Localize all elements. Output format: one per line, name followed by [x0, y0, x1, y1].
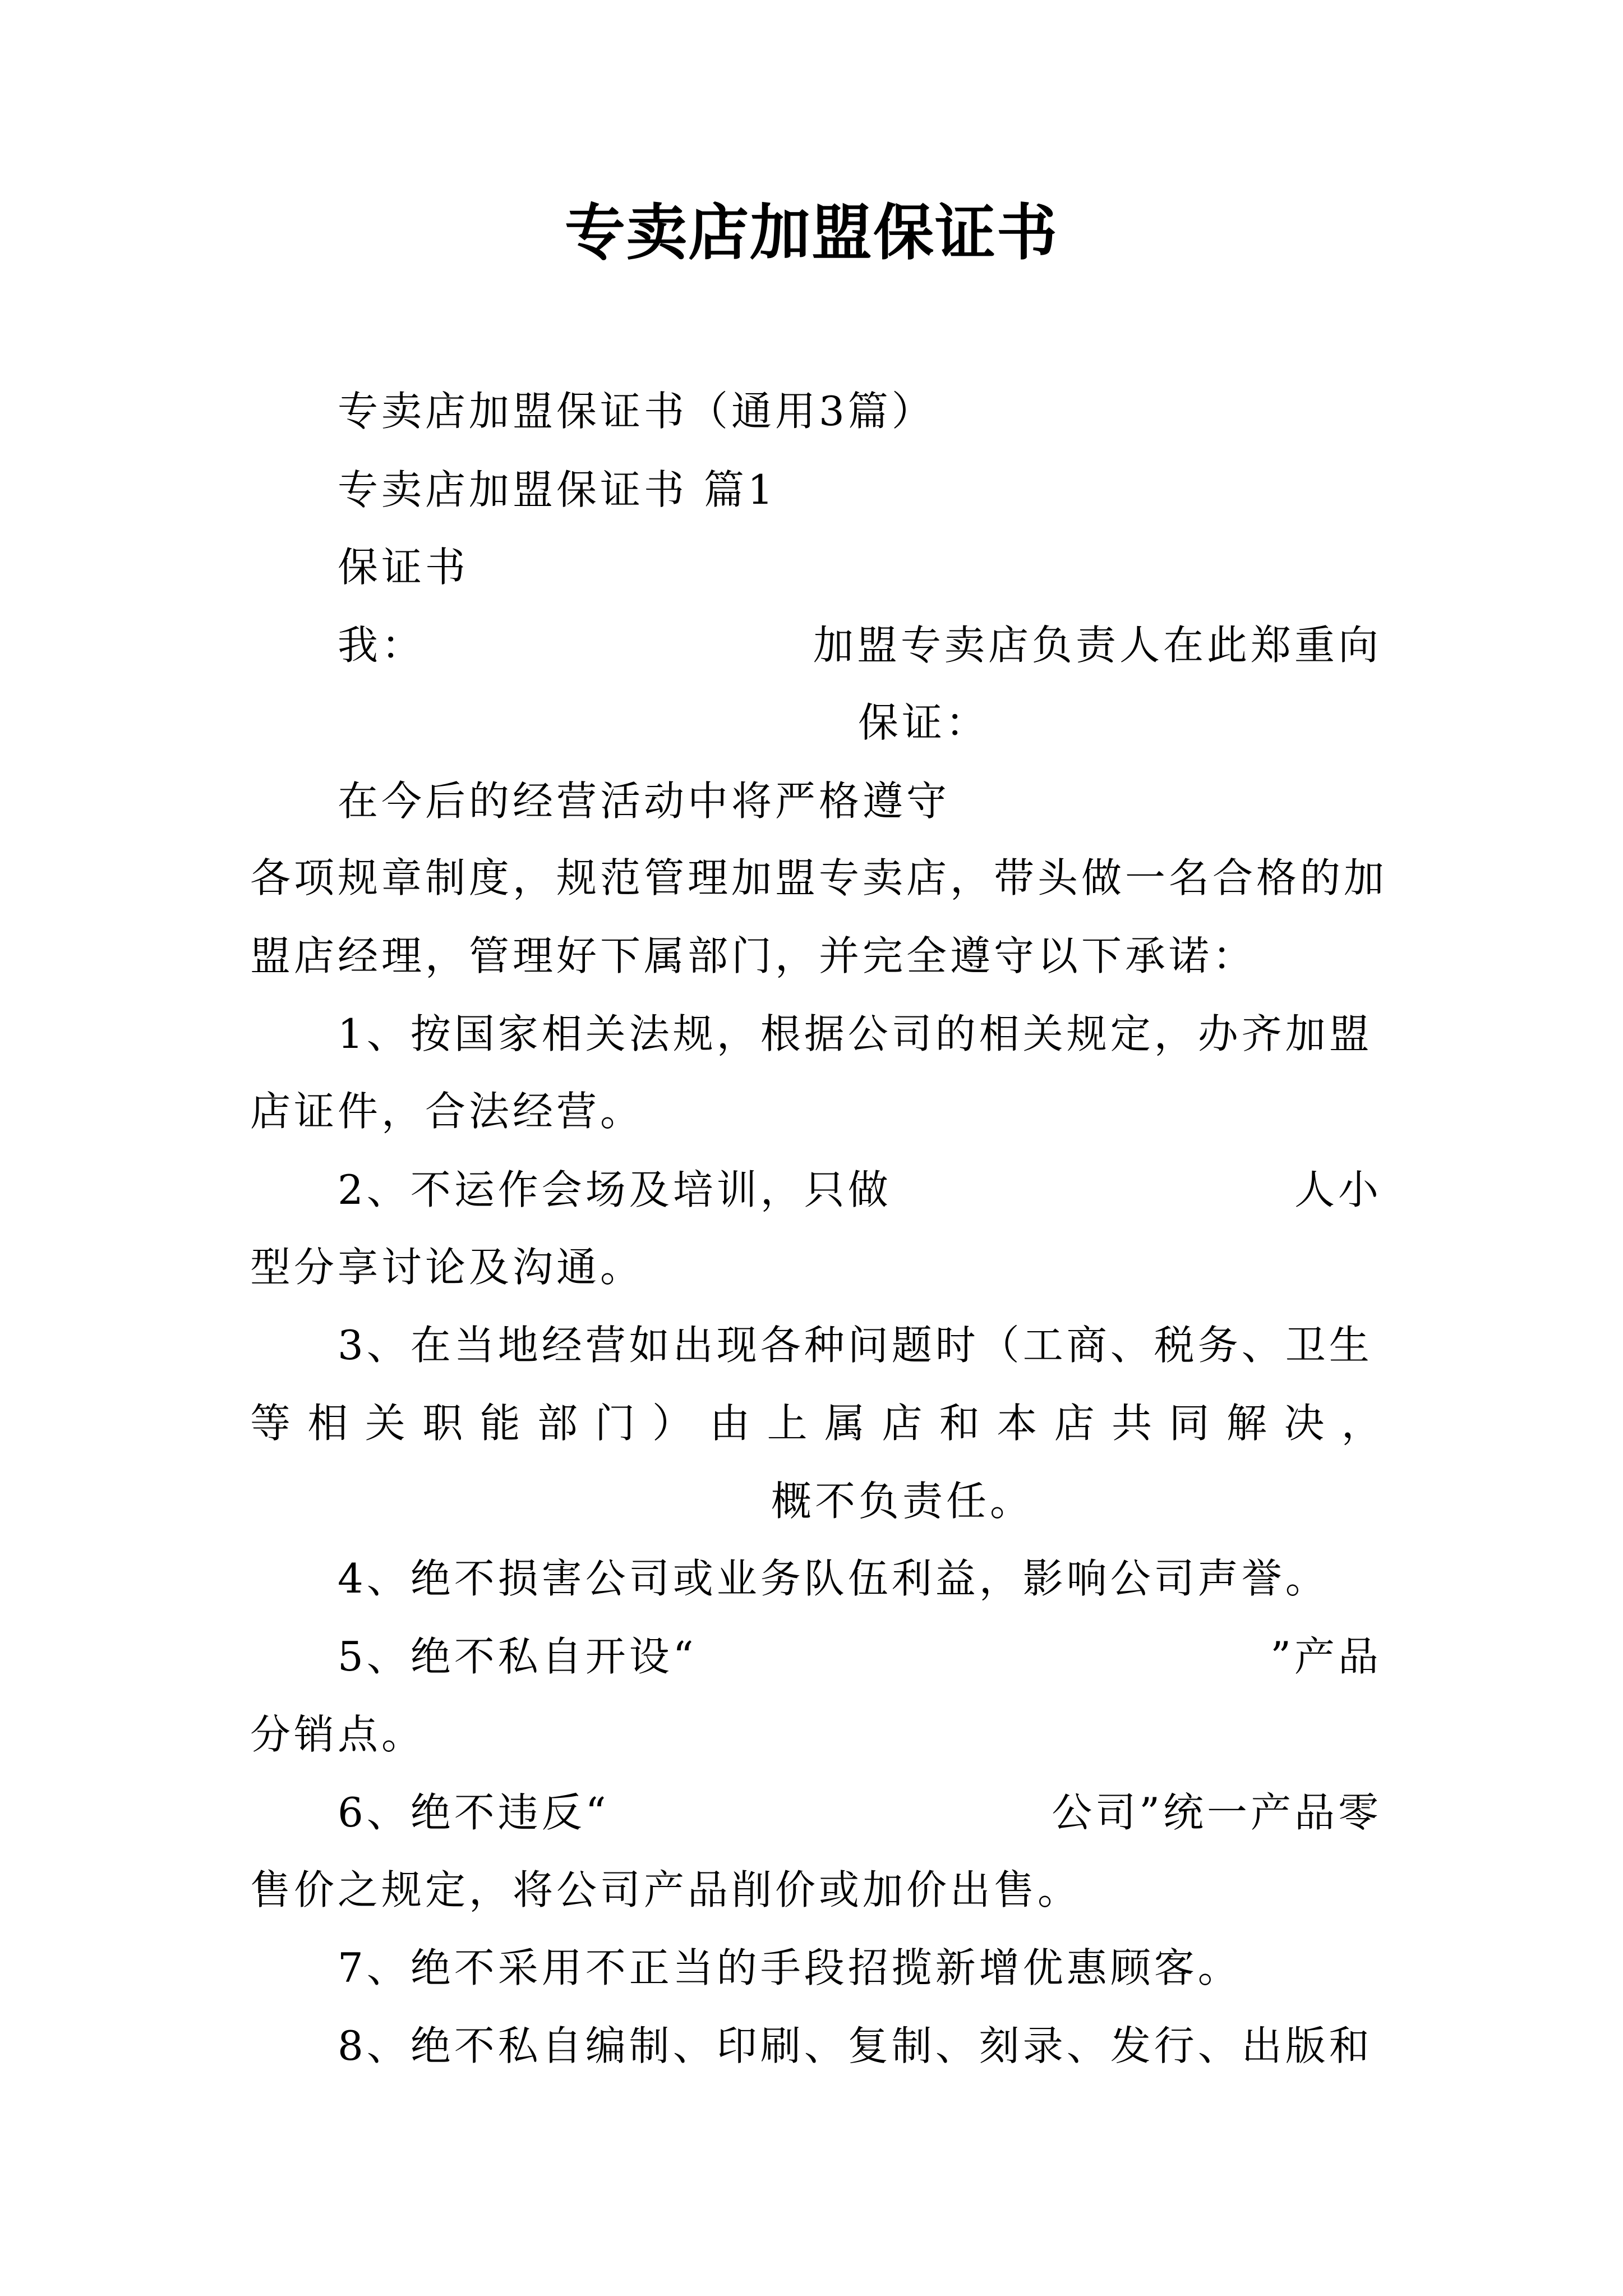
spread-char: 职: [422, 1400, 463, 1447]
item-4-line: 4、绝不损害公司或业务队伍利益，影响公司声誉。: [338, 1555, 1329, 1602]
paragraph-line: 盟店经理，管理好下属部门，并完全遵守以下承诺：: [250, 932, 1257, 979]
item-1-line: 1、按国家相关法规，根据公司的相关规定，办齐加盟: [338, 1010, 1373, 1057]
spread-char: 本: [997, 1400, 1038, 1447]
spread-char: 部: [537, 1400, 578, 1447]
pledge-intro-end: 保证：: [858, 699, 990, 746]
item-3-line: 3、在当地经营如出现各种问题时（工商、税务、卫生: [338, 1322, 1373, 1369]
spread-char: 决: [1284, 1400, 1325, 1447]
item-6-line-right: 公司”统一产品零: [1052, 1789, 1382, 1836]
spread-char: 能: [479, 1400, 520, 1447]
spread-char: 店: [1054, 1400, 1095, 1447]
spread-char: 店: [882, 1400, 923, 1447]
spread-char: 相: [307, 1400, 348, 1447]
spread-char: ，: [1341, 1400, 1382, 1447]
section-heading: 专卖店加盟保证书 篇1: [338, 466, 777, 513]
document-title: 专卖店加盟保证书: [564, 197, 1058, 268]
spread-char: 关: [365, 1400, 405, 1447]
spread-char: 属: [824, 1400, 865, 1447]
item-2-line-left: 2、不运作会场及培训，只做: [338, 1166, 892, 1213]
item-6-line: 售价之规定，将公司产品削价或加价出售。: [250, 1866, 1082, 1913]
item-3-spread-line: [250, 1396, 1382, 1450]
pledge-intro-right: 加盟专卖店负责人在此郑重向: [813, 622, 1382, 669]
spread-char: 等: [250, 1400, 291, 1447]
item-5-line-right: ”产品: [1270, 1633, 1382, 1680]
spread-char: 和: [939, 1400, 980, 1447]
spread-char: 共: [1112, 1400, 1152, 1447]
item-7-line: 7、绝不采用不正当的手段招揽新增优惠顾客。: [338, 1944, 1242, 1991]
item-6-line-left: 6、绝不违反“: [338, 1789, 610, 1836]
item-2-line: 型分享讨论及沟通。: [250, 1244, 644, 1291]
item-5-line-left: 5、绝不私自开设“: [338, 1633, 697, 1680]
spread-char: 同: [1169, 1400, 1210, 1447]
spread-char: 由: [709, 1400, 750, 1447]
item-1-line: 店证件，合法经营。: [250, 1088, 644, 1135]
paragraph-line: 各项规章制度，规范管理加盟专卖店，带头做一名合格的加: [250, 854, 1388, 901]
document-subtitle: 专卖店加盟保证书（通用3篇）: [338, 388, 935, 435]
pledge-intro-left: 我：: [338, 622, 426, 669]
spread-char: 上: [767, 1400, 808, 1447]
doc-label: 保证书: [338, 544, 469, 591]
spread-char: 门: [594, 1400, 635, 1447]
item-3-line: 概不负责任。: [771, 1478, 1034, 1525]
item-8-line: 8、绝不私自编制、印刷、复制、刻录、发行、出版和: [338, 2022, 1373, 2069]
item-5-line: 分销点。: [250, 1711, 426, 1758]
paragraph-line: 在今后的经营活动中将严格遵守: [338, 777, 951, 825]
item-2-line-right: 人小: [1294, 1166, 1382, 1213]
spread-char: ）: [652, 1400, 693, 1447]
spread-char: 解: [1226, 1400, 1267, 1447]
